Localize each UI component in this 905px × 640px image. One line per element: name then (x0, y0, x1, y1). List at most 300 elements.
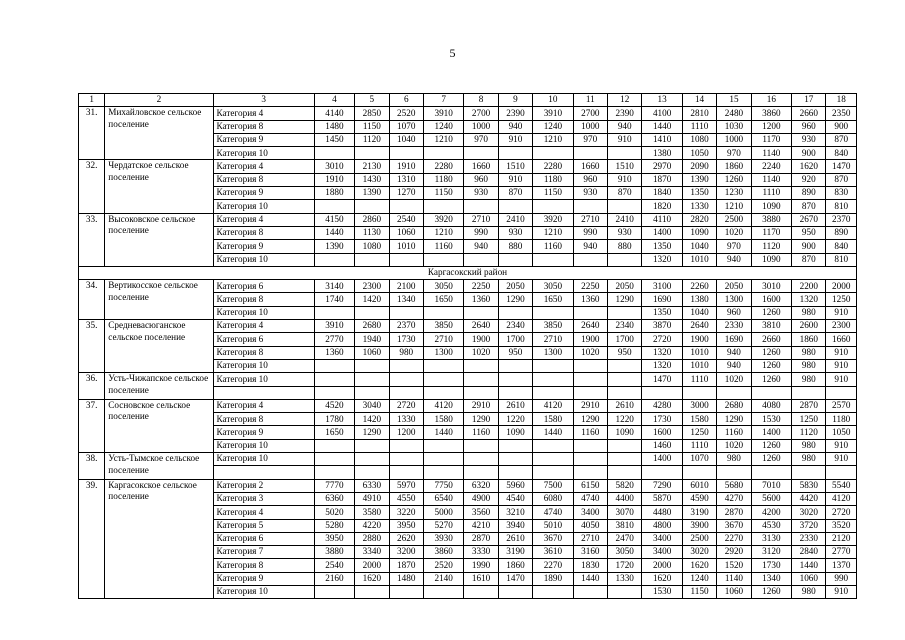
category-cell: Категория 10 (213, 306, 314, 319)
value-cell-col-12: 5820 (608, 479, 642, 492)
table-row (79, 453, 857, 466)
column-header-4: 4 (314, 94, 354, 107)
value-cell-col-18: 1660 (826, 333, 857, 346)
value-cell-col-15: 970 (717, 147, 751, 160)
value-cell-col-7 (423, 306, 463, 319)
value-cell-col-4: 4520 (314, 399, 354, 412)
value-cell-col-14: 1110 (682, 120, 716, 133)
value-cell-col-18: 840 (826, 240, 857, 253)
value-cell-col-8: 6320 (464, 479, 498, 492)
value-cell-col-18 (826, 466, 857, 479)
value-cell-col-5 (355, 386, 389, 399)
value-cell-col-13: 1400 (642, 226, 682, 239)
value-cell-col-7 (423, 453, 463, 466)
value-cell-col-17: 980 (792, 359, 826, 372)
value-cell-col-11: 990 (573, 226, 607, 239)
value-cell-col-5: 1940 (355, 333, 389, 346)
value-cell-col-6: 1060 (389, 226, 423, 239)
column-header-17: 17 (792, 94, 826, 107)
value-cell-col-5: 1390 (355, 187, 389, 200)
value-cell-col-11: 2910 (573, 399, 607, 412)
value-cell-col-12: 3810 (608, 519, 642, 532)
value-cell-col-17: 920 (792, 173, 826, 186)
value-cell-col-12 (608, 147, 642, 160)
value-cell-col-7 (423, 439, 463, 452)
value-cell-col-15: 940 (717, 253, 751, 266)
value-cell-col-6 (389, 439, 423, 452)
value-cell-col-14: 1010 (682, 253, 716, 266)
value-cell-col-11: 3400 (573, 506, 607, 519)
value-cell-col-11: 4740 (573, 492, 607, 505)
value-cell-col-5 (355, 253, 389, 266)
value-cell-col-4: 3950 (314, 532, 354, 545)
value-cell-col-17: 1120 (792, 426, 826, 439)
value-cell-col-6: 1310 (389, 173, 423, 186)
value-cell-col-10: 3050 (533, 280, 573, 293)
value-cell-col-18: 830 (826, 187, 857, 200)
value-cell-col-10: 1210 (533, 133, 573, 146)
value-cell-col-9 (498, 466, 532, 479)
value-cell-col-6: 2540 (389, 213, 423, 226)
value-cell-col-18: 2000 (826, 280, 857, 293)
value-cell-col-5 (355, 585, 389, 598)
value-cell-col-12: 870 (608, 187, 642, 200)
value-cell-col-12: 3050 (608, 546, 642, 559)
value-cell-col-13: 7290 (642, 479, 682, 492)
value-cell-col-5: 3340 (355, 546, 389, 559)
value-cell-col-15: 4270 (717, 492, 751, 505)
settlement-name: Каргасокское сельское поселение (105, 479, 213, 599)
settlement-name: Средневасюганское сельское поселение (105, 320, 213, 373)
value-cell-col-10: 3920 (533, 213, 573, 226)
value-cell-col-11: 4050 (573, 519, 607, 532)
value-cell-col-10: 1180 (533, 173, 573, 186)
value-cell-col-14: 1090 (682, 226, 716, 239)
value-cell-col-8 (464, 466, 498, 479)
value-cell-col-15: 1520 (717, 559, 751, 572)
category-cell: Категория 4 (213, 399, 314, 412)
value-cell-col-6 (389, 453, 423, 466)
value-cell-col-13: 1400 (642, 453, 682, 466)
value-cell-col-17: 980 (792, 373, 826, 386)
value-cell-col-10: 5010 (533, 519, 573, 532)
value-cell-col-15: 2330 (717, 320, 751, 333)
value-cell-col-7: 1160 (423, 240, 463, 253)
category-cell: Категория 4 (213, 506, 314, 519)
value-cell-col-16 (751, 386, 791, 399)
category-cell: Категория 8 (213, 559, 314, 572)
district-title: Каргасокский район (79, 266, 857, 279)
category-cell: Категория 8 (213, 346, 314, 359)
value-cell-col-10 (533, 306, 573, 319)
value-cell-col-8: 2910 (464, 399, 498, 412)
value-cell-col-16: 1200 (751, 120, 791, 133)
value-cell-col-16: 1170 (751, 226, 791, 239)
value-cell-col-5 (355, 373, 389, 386)
value-cell-col-16: 4200 (751, 506, 791, 519)
value-cell-col-17: 1250 (792, 413, 826, 426)
value-cell-col-11 (573, 466, 607, 479)
value-cell-col-14: 2640 (682, 320, 716, 333)
value-cell-col-9: 1090 (498, 426, 532, 439)
value-cell-col-13: 4480 (642, 506, 682, 519)
value-cell-col-7 (423, 386, 463, 399)
value-cell-col-8: 970 (464, 133, 498, 146)
value-cell-col-17: 890 (792, 187, 826, 200)
value-cell-col-14: 3900 (682, 519, 716, 532)
value-cell-col-16: 3810 (751, 320, 791, 333)
column-header-9: 9 (498, 94, 532, 107)
value-cell-col-4: 7770 (314, 479, 354, 492)
column-header-18: 18 (826, 94, 857, 107)
value-cell-col-10: 7500 (533, 479, 573, 492)
value-cell-col-12 (608, 386, 642, 399)
value-cell-col-17: 950 (792, 226, 826, 239)
value-cell-col-12 (608, 585, 642, 598)
value-cell-col-4: 1360 (314, 346, 354, 359)
value-cell-col-9 (498, 453, 532, 466)
value-cell-col-7: 2140 (423, 572, 463, 585)
value-cell-col-13: 1470 (642, 373, 682, 386)
value-cell-col-8: 990 (464, 226, 498, 239)
category-cell (213, 386, 314, 399)
value-cell-col-4: 1440 (314, 226, 354, 239)
value-cell-col-13: 2720 (642, 333, 682, 346)
value-cell-col-10: 1240 (533, 120, 573, 133)
value-cell-col-12 (608, 453, 642, 466)
value-cell-col-16: 3120 (751, 546, 791, 559)
value-cell-col-14: 1330 (682, 200, 716, 213)
value-cell-col-17: 980 (792, 306, 826, 319)
value-cell-col-5: 2680 (355, 320, 389, 333)
value-cell-col-16: 3880 (751, 213, 791, 226)
value-cell-col-14: 1010 (682, 359, 716, 372)
category-cell: Категория 7 (213, 546, 314, 559)
value-cell-col-9 (498, 359, 532, 372)
value-cell-col-17: 870 (792, 200, 826, 213)
value-cell-col-6: 1200 (389, 426, 423, 439)
value-cell-col-10: 2270 (533, 559, 573, 572)
value-cell-col-14: 1620 (682, 559, 716, 572)
value-cell-col-15: 940 (717, 346, 751, 359)
value-cell-col-11: 1440 (573, 572, 607, 585)
value-cell-col-5 (355, 200, 389, 213)
value-cell-col-4 (314, 200, 354, 213)
category-cell: Категория 8 (213, 413, 314, 426)
column-header-13: 13 (642, 94, 682, 107)
page-number: 5 (449, 46, 456, 60)
settlement-number: 39. (79, 479, 105, 599)
category-cell: Категория 10 (213, 200, 314, 213)
value-cell-col-6: 1910 (389, 160, 423, 173)
value-cell-col-15: 3670 (717, 519, 751, 532)
value-cell-col-18: 1370 (826, 559, 857, 572)
value-cell-col-17: 1320 (792, 293, 826, 306)
value-cell-col-17: 2600 (792, 320, 826, 333)
value-cell-col-4 (314, 439, 354, 452)
column-header-10: 10 (533, 94, 573, 107)
value-cell-col-10 (533, 453, 573, 466)
value-cell-col-5: 2300 (355, 280, 389, 293)
value-cell-col-9: 2610 (498, 399, 532, 412)
value-cell-col-5 (355, 453, 389, 466)
value-cell-col-9 (498, 585, 532, 598)
category-cell: Категория 10 (213, 359, 314, 372)
value-cell-col-7: 1180 (423, 173, 463, 186)
value-cell-col-11: 2710 (573, 213, 607, 226)
column-header-15: 15 (717, 94, 751, 107)
district-row (79, 266, 857, 279)
value-cell-col-4: 5020 (314, 506, 354, 519)
value-cell-col-10: 2710 (533, 333, 573, 346)
value-cell-col-8: 1610 (464, 572, 498, 585)
value-cell-col-9 (498, 386, 532, 399)
value-cell-col-18: 910 (826, 359, 857, 372)
value-cell-col-12 (608, 373, 642, 386)
value-cell-col-6: 2100 (389, 280, 423, 293)
value-cell-col-15: 1020 (717, 373, 751, 386)
table-body (79, 94, 857, 599)
value-cell-col-18: 1250 (826, 293, 857, 306)
value-cell-col-11: 6150 (573, 479, 607, 492)
value-cell-col-13: 4280 (642, 399, 682, 412)
value-cell-col-18: 840 (826, 147, 857, 160)
value-cell-col-11: 2700 (573, 107, 607, 120)
value-cell-col-13 (642, 386, 682, 399)
value-cell-col-11 (573, 306, 607, 319)
value-cell-col-16: 2240 (751, 160, 791, 173)
value-cell-col-6: 3200 (389, 546, 423, 559)
value-cell-col-18: 910 (826, 346, 857, 359)
value-cell-col-10: 6080 (533, 492, 573, 505)
value-cell-col-9: 3210 (498, 506, 532, 519)
value-cell-col-5: 2880 (355, 532, 389, 545)
settlement-name: Усть-Тымское сельское поселение (105, 453, 213, 480)
column-header-6: 6 (389, 94, 423, 107)
category-cell: Категория 4 (213, 213, 314, 226)
value-cell-col-18: 910 (826, 373, 857, 386)
value-cell-col-5: 1130 (355, 226, 389, 239)
value-cell-col-9: 1220 (498, 413, 532, 426)
value-cell-col-10 (533, 466, 573, 479)
value-cell-col-18: 810 (826, 253, 857, 266)
value-cell-col-8: 2710 (464, 213, 498, 226)
value-cell-col-17: 980 (792, 346, 826, 359)
value-cell-col-12: 2390 (608, 107, 642, 120)
value-cell-col-17: 980 (792, 453, 826, 466)
value-cell-col-15: 2500 (717, 213, 751, 226)
value-cell-col-17: 1440 (792, 559, 826, 572)
value-cell-col-5: 2850 (355, 107, 389, 120)
value-cell-col-14: 1250 (682, 426, 716, 439)
category-cell: Категория 10 (213, 373, 314, 386)
value-cell-col-8 (464, 373, 498, 386)
value-cell-col-9: 880 (498, 240, 532, 253)
category-cell: Категория 3 (213, 492, 314, 505)
value-cell-col-11: 1660 (573, 160, 607, 173)
value-cell-col-15: 1300 (717, 293, 751, 306)
settlement-number: 36. (79, 373, 105, 400)
value-cell-col-17: 3020 (792, 506, 826, 519)
value-cell-col-8: 1360 (464, 293, 498, 306)
value-cell-col-11: 940 (573, 240, 607, 253)
category-cell: Категория 4 (213, 320, 314, 333)
value-cell-col-14: 3000 (682, 399, 716, 412)
value-cell-col-16: 5600 (751, 492, 791, 505)
value-cell-col-5 (355, 306, 389, 319)
value-cell-col-7: 2520 (423, 559, 463, 572)
value-cell-col-12: 3070 (608, 506, 642, 519)
value-cell-col-4: 1910 (314, 173, 354, 186)
value-cell-col-15: 2680 (717, 399, 751, 412)
value-cell-col-11 (573, 439, 607, 452)
value-cell-col-10 (533, 147, 573, 160)
value-cell-col-6: 2370 (389, 320, 423, 333)
value-cell-col-15: 2270 (717, 532, 751, 545)
value-cell-col-7: 2710 (423, 333, 463, 346)
value-cell-col-16 (751, 466, 791, 479)
value-cell-col-4: 2770 (314, 333, 354, 346)
value-cell-col-4 (314, 306, 354, 319)
value-cell-col-12: 880 (608, 240, 642, 253)
value-cell-col-11: 970 (573, 133, 607, 146)
value-cell-col-12 (608, 439, 642, 452)
value-cell-col-12: 1510 (608, 160, 642, 173)
value-cell-col-6: 5970 (389, 479, 423, 492)
value-cell-col-7: 3910 (423, 107, 463, 120)
value-cell-col-9: 3940 (498, 519, 532, 532)
value-cell-col-14: 1040 (682, 306, 716, 319)
value-cell-col-12 (608, 306, 642, 319)
value-cell-col-15: 1030 (717, 120, 751, 133)
value-cell-col-6 (389, 306, 423, 319)
category-cell: Категория 10 (213, 147, 314, 160)
value-cell-col-15: 960 (717, 306, 751, 319)
value-cell-col-10: 3850 (533, 320, 573, 333)
value-cell-col-14: 1240 (682, 572, 716, 585)
category-cell: Категория 10 (213, 453, 314, 466)
value-cell-col-17: 900 (792, 147, 826, 160)
value-cell-col-14: 6010 (682, 479, 716, 492)
value-cell-col-15: 940 (717, 359, 751, 372)
value-cell-col-13: 1620 (642, 572, 682, 585)
value-cell-col-9: 1290 (498, 293, 532, 306)
value-cell-col-14: 2090 (682, 160, 716, 173)
value-cell-col-5: 2860 (355, 213, 389, 226)
value-cell-col-14: 4590 (682, 492, 716, 505)
value-cell-col-11: 1020 (573, 346, 607, 359)
value-cell-col-11: 930 (573, 187, 607, 200)
value-cell-col-6 (389, 147, 423, 160)
value-cell-col-11 (573, 386, 607, 399)
category-cell: Категория 10 (213, 585, 314, 598)
value-cell-col-17: 900 (792, 240, 826, 253)
value-cell-col-16: 1260 (751, 373, 791, 386)
value-cell-col-4: 1450 (314, 133, 354, 146)
value-cell-col-15: 2480 (717, 107, 751, 120)
value-cell-col-15 (717, 386, 751, 399)
value-cell-col-13: 1320 (642, 346, 682, 359)
value-cell-col-5: 3040 (355, 399, 389, 412)
value-cell-col-14: 1050 (682, 147, 716, 160)
value-cell-col-9: 1860 (498, 559, 532, 572)
column-header-12: 12 (608, 94, 642, 107)
value-cell-col-7 (423, 200, 463, 213)
value-cell-col-9: 2050 (498, 280, 532, 293)
value-cell-col-12 (608, 200, 642, 213)
value-cell-col-12 (608, 253, 642, 266)
table-row (79, 213, 857, 226)
value-cell-col-16: 1340 (751, 572, 791, 585)
value-cell-col-18: 1470 (826, 160, 857, 173)
value-cell-col-6: 1340 (389, 293, 423, 306)
value-cell-col-13: 1460 (642, 439, 682, 452)
value-cell-col-10 (533, 359, 573, 372)
value-cell-col-7: 1240 (423, 120, 463, 133)
tariff-table (78, 93, 857, 599)
settlement-number: 37. (79, 399, 105, 452)
value-cell-col-11: 1830 (573, 559, 607, 572)
settlement-number: 35. (79, 320, 105, 373)
column-header-7: 7 (423, 94, 463, 107)
value-cell-col-15: 5680 (717, 479, 751, 492)
value-cell-col-7: 3930 (423, 532, 463, 545)
settlement-name: Сосновское сельское поселение (105, 399, 213, 452)
value-cell-col-18: 2350 (826, 107, 857, 120)
value-cell-col-12: 2410 (608, 213, 642, 226)
value-cell-col-9 (498, 147, 532, 160)
value-cell-col-17: 980 (792, 585, 826, 598)
value-cell-col-18: 4120 (826, 492, 857, 505)
value-cell-col-16: 1260 (751, 359, 791, 372)
value-cell-col-17: 2200 (792, 280, 826, 293)
settlement-name: Михайловское сельское поселение (105, 107, 213, 160)
value-cell-col-18: 910 (826, 453, 857, 466)
value-cell-col-16: 1140 (751, 147, 791, 160)
value-cell-col-4 (314, 453, 354, 466)
value-cell-col-14: 1350 (682, 187, 716, 200)
value-cell-col-10 (533, 585, 573, 598)
value-cell-col-12: 1220 (608, 413, 642, 426)
value-cell-col-15: 1160 (717, 426, 751, 439)
value-cell-col-15: 1290 (717, 413, 751, 426)
value-cell-col-10 (533, 200, 573, 213)
value-cell-col-8 (464, 386, 498, 399)
value-cell-col-11: 1000 (573, 120, 607, 133)
value-cell-col-7: 7750 (423, 479, 463, 492)
category-cell: Категория 9 (213, 187, 314, 200)
column-header-5: 5 (355, 94, 389, 107)
value-cell-col-7 (423, 147, 463, 160)
value-cell-col-14: 1150 (682, 585, 716, 598)
value-cell-col-13 (642, 466, 682, 479)
value-cell-col-12: 2340 (608, 320, 642, 333)
value-cell-col-8: 1000 (464, 120, 498, 133)
value-cell-col-4: 1390 (314, 240, 354, 253)
value-cell-col-8: 2870 (464, 532, 498, 545)
table-row (79, 160, 857, 173)
value-cell-col-18: 870 (826, 133, 857, 146)
value-cell-col-11: 960 (573, 173, 607, 186)
category-cell: Категория 8 (213, 173, 314, 186)
value-cell-col-14 (682, 386, 716, 399)
value-cell-col-9: 3190 (498, 546, 532, 559)
value-cell-col-8: 930 (464, 187, 498, 200)
value-cell-col-11 (573, 585, 607, 598)
value-cell-col-7: 1210 (423, 133, 463, 146)
value-cell-col-8: 4210 (464, 519, 498, 532)
value-cell-col-12: 910 (608, 173, 642, 186)
